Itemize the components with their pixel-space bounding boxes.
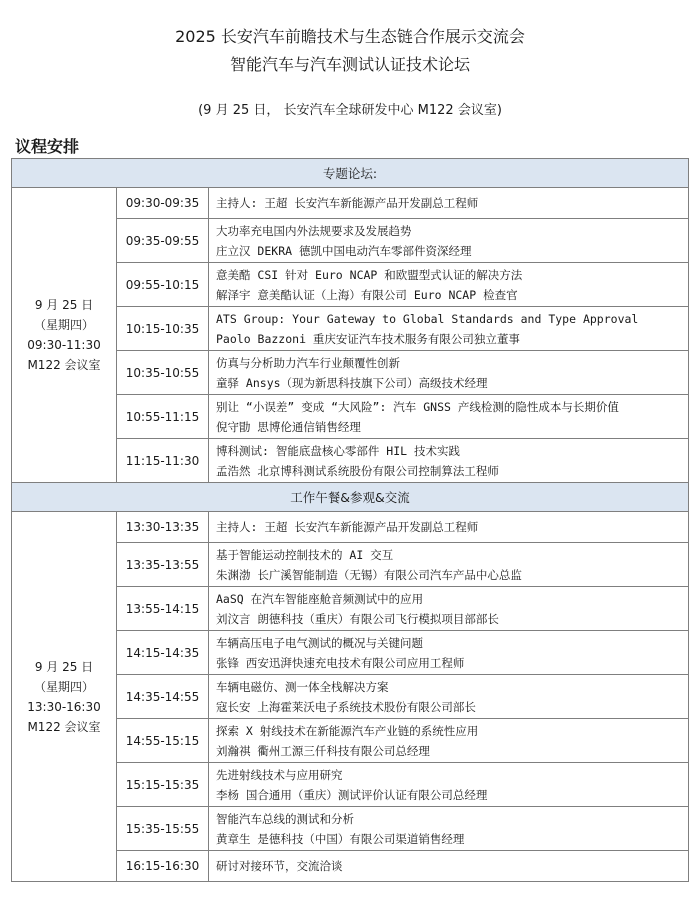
talk-description (209, 439, 689, 483)
section-header: 工作午餐&参观&交流 (12, 483, 689, 512)
time-slot: 15:15-15:35 (117, 763, 209, 807)
talk-description (209, 351, 689, 395)
talk-title: 主持人: 王超 长安汽车新能源产品开发副总工程师 (216, 196, 479, 210)
forum-title: 智能汽车与汽车测试认证技术论坛 (229, 55, 470, 74)
talk-title: 智能汽车总线的测试和分析 (216, 811, 354, 826)
session-weekday: （星期四） (33, 318, 94, 332)
talk-description (209, 807, 689, 851)
speaker-line: 庄立汉 DEKRA 德凯中国电动汽车零部件资深经理 (216, 243, 472, 258)
talk-title: 基于智能运动控制技术的 AI 交互 (216, 547, 394, 562)
talk-title: 别让 “小误差” 变成 “大风险”: 汽车 GNSS 产线检测的隐性成本与长期价值 (216, 399, 619, 414)
talk-title: 探索 X 射线技术在新能源汽车产业链的系统性应用 (216, 723, 479, 738)
speaker-line: 孟浩然 北京博科测试系统股份有限公司控制算法工程师 (216, 463, 499, 478)
time-slot: 13:35-13:55 (117, 543, 209, 587)
section-header: 专题论坛: (12, 159, 689, 188)
talk-title: 研讨对接环节，交流洽谈 (216, 859, 343, 873)
talk-title: 大功率充电国内外法规要求及发展趋势 (216, 223, 412, 238)
talk-description (209, 188, 689, 219)
talk-description (209, 395, 689, 439)
time-slot: 10:35-10:55 (117, 351, 209, 395)
speaker-line: 李杨 国合通用（重庆）测试评价认证有限公司总经理 (216, 787, 488, 802)
conference-title: 2025 长安汽车前瞻技术与生态链合作展示交流会 (175, 27, 525, 46)
speaker-line: 刘汶言 朗德科技（重庆）有限公司飞行模拟项目部部长 (216, 611, 499, 626)
speaker-line: Paolo Bazzoni 重庆安证汽车技术服务有限公司独立董事 (216, 331, 520, 346)
talk-description (209, 587, 689, 631)
speaker-line: 朱渊渤 长广溪智能制造（无锡）有限公司汽车产品中心总监 (216, 567, 522, 582)
event-subtitle: (9 月 25 日， 长安汽车全球研发中心 M122 会议室) (198, 103, 502, 118)
speaker-line: 寇长安 上海霍莱沃电子系统技术股份有限公司部长 (216, 699, 476, 714)
talk-description (209, 763, 689, 807)
time-slot: 14:15-14:35 (117, 631, 209, 675)
time-slot: 10:15-10:35 (117, 307, 209, 351)
talk-description (209, 851, 689, 882)
session-weekday: （星期四） (33, 679, 94, 694)
time-slot: 16:15-16:30 (117, 851, 209, 882)
time-slot: 14:35-14:55 (117, 675, 209, 719)
section-header-row (12, 159, 689, 188)
session-time: 13:30-16:30 (27, 699, 101, 714)
session-room: M122 会议室 (27, 358, 101, 372)
session-date: 9 月 25 日 (34, 298, 94, 312)
talk-description (209, 719, 689, 763)
section-header-row (12, 483, 689, 512)
time-slot: 09:55-10:15 (117, 263, 209, 307)
talk-description (209, 631, 689, 675)
time-slot: 09:35-09:55 (117, 219, 209, 263)
agenda-table (11, 158, 689, 882)
talk-description (209, 512, 689, 543)
speaker-line: 黄章生 是德科技（中国）有限公司渠道销售经理 (216, 831, 465, 846)
time-slot: 09:30-09:35 (117, 188, 209, 219)
agenda-row (12, 188, 689, 219)
agenda-heading: 议程安排 (15, 137, 80, 156)
time-slot: 13:30-13:35 (117, 512, 209, 543)
time-slot: 14:55-15:15 (117, 719, 209, 763)
talk-title: 博科测试: 智能底盘核心零部件 HIL 技术实践 (216, 443, 460, 458)
time-slot: 13:55-14:15 (117, 587, 209, 631)
talk-title: AaSQ 在汽车智能座舱音频测试中的应用 (216, 591, 424, 606)
talk-title: 仿真与分析助力汽车行业颠覆性创新 (216, 355, 400, 370)
speaker-line: 刘瀚祺 衢州工源三仟科技有限公司总经理 (216, 743, 430, 758)
session-info (12, 188, 117, 483)
talk-description (209, 307, 689, 351)
speaker-line: 倪守勖 思博伦通信销售经理 (216, 419, 361, 434)
session-time: 09:30-11:30 (27, 338, 101, 352)
talk-title: 先进射线技术与应用研究 (216, 767, 343, 782)
talk-title: 车辆高压电子电气测试的概况与关键问题 (216, 635, 423, 650)
talk-title: 主持人: 王超 长安汽车新能源产品开发副总工程师 (216, 520, 479, 534)
talk-description (209, 219, 689, 263)
talk-title: ATS Group: Your Gateway to Global Standards and Type Approval (216, 311, 639, 326)
talk-title: 车辆电磁仿、测一体全栈解决方案 (216, 679, 389, 694)
speaker-line: 张锋 西安迅湃快速充电技术有限公司应用工程师 (216, 655, 465, 670)
talk-description (209, 675, 689, 719)
session-date: 9 月 25 日 (34, 659, 94, 674)
time-slot: 10:55-11:15 (117, 395, 209, 439)
time-slot: 11:15-11:30 (117, 439, 209, 483)
time-slot: 15:35-15:55 (117, 807, 209, 851)
agenda-row (12, 512, 689, 543)
talk-title: 意美酷 CSI 针对 Euro NCAP 和欧盟型式认证的解决方法 (216, 267, 523, 282)
speaker-line: 童驿 Ansys（现为新思科技旗下公司）高级技术经理 (216, 375, 488, 390)
session-room: M122 会议室 (27, 719, 101, 734)
talk-description (209, 543, 689, 587)
speaker-line: 解泽宇 意美酷认证（上海）有限公司 Euro NCAP 检查官 (216, 287, 518, 302)
talk-description (209, 263, 689, 307)
session-info (12, 512, 117, 882)
